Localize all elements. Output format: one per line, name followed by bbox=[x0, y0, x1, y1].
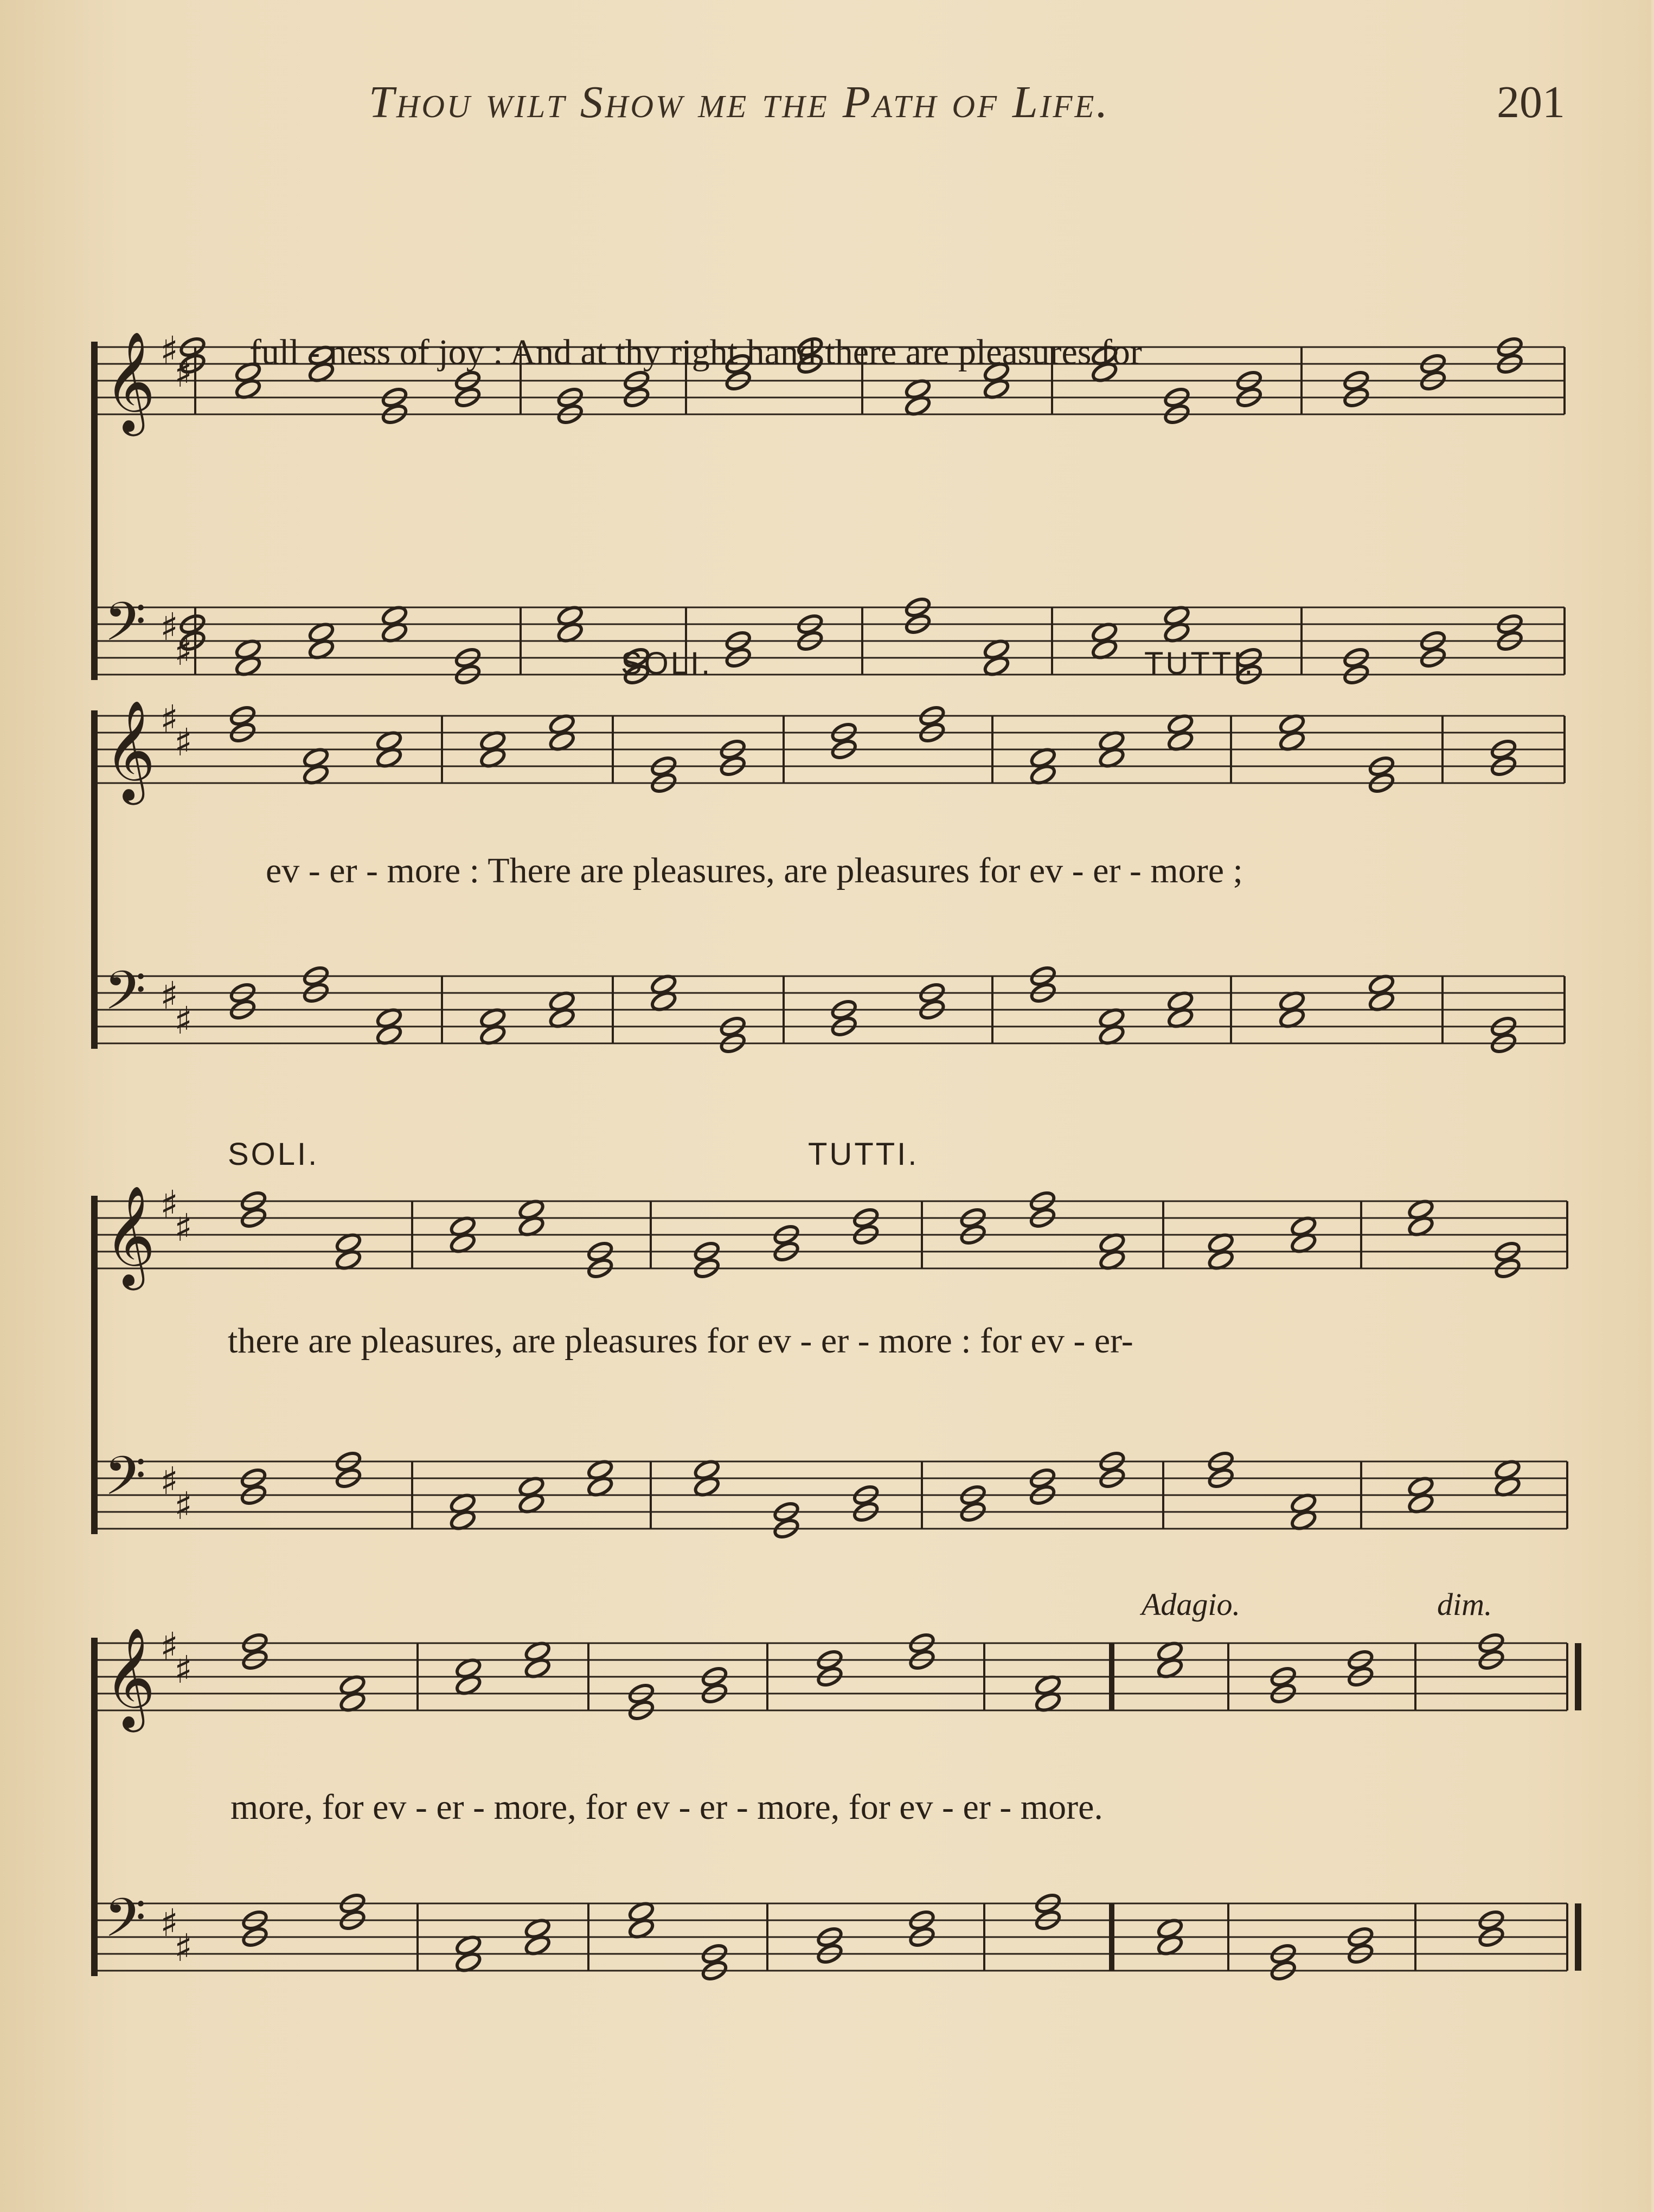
sharp-icon: ♯ bbox=[174, 720, 193, 765]
sharp-icon: ♯ bbox=[174, 1926, 193, 1970]
final-bar bbox=[1575, 1903, 1581, 1971]
tutti-mark-3: TUTTI. bbox=[808, 1137, 919, 1172]
page-number: 201 bbox=[1497, 77, 1565, 127]
system-bracket bbox=[91, 1196, 98, 1534]
tutti-mark-2: TUTTI. bbox=[1144, 646, 1255, 681]
sharp-icon: ♯ bbox=[174, 1647, 193, 1692]
sharp-icon: ♯ bbox=[160, 1901, 178, 1945]
sharp-icon: ♯ bbox=[174, 1206, 193, 1250]
sharp-icon: ♯ bbox=[160, 605, 178, 649]
treble-clef-icon: 𝄞 bbox=[104, 330, 156, 432]
sharp-icon: ♯ bbox=[160, 328, 178, 373]
treble-clef-icon: 𝄞 bbox=[104, 1184, 156, 1286]
lyric-line-4: more, for ev - er - more, for ev - er - more, for ev - er - more. bbox=[230, 1787, 1103, 1827]
music-system-3 bbox=[0, 1106, 1651, 1551]
lyric-line-2: ev - er - more : There are pleasures, are pleasures for ev - er - more ; bbox=[266, 851, 1243, 890]
lyric-line-1: full - ness of joy : And at thy right hand there are pleasures for bbox=[249, 332, 1142, 372]
soli-mark-3: SOLI. bbox=[228, 1137, 319, 1172]
bass-clef-icon: 𝄢 bbox=[104, 1887, 146, 1963]
sharp-icon: ♯ bbox=[160, 1182, 178, 1227]
final-bar bbox=[1575, 1643, 1581, 1710]
lyric-line-3: there are pleasures, are pleasures for ev - er - more : for ev - er- bbox=[228, 1321, 1133, 1361]
bass-clef-icon: 𝄢 bbox=[104, 591, 146, 666]
system-bracket bbox=[91, 1638, 98, 1976]
sharp-icon: ♯ bbox=[160, 1459, 178, 1503]
music-system-4 bbox=[0, 1573, 1651, 2034]
bass-clef-icon: 𝄢 bbox=[104, 1445, 146, 1521]
dynamic-dim: dim. bbox=[1437, 1587, 1492, 1622]
sharp-icon: ♯ bbox=[160, 973, 178, 1018]
treble-clef-icon: 𝄞 bbox=[104, 1626, 156, 1728]
sharp-icon: ♯ bbox=[174, 1484, 193, 1528]
bass-clef-icon: 𝄢 bbox=[104, 960, 146, 1035]
sharp-icon: ♯ bbox=[174, 630, 193, 674]
sharp-icon: ♯ bbox=[174, 998, 193, 1043]
sharp-icon: ♯ bbox=[160, 697, 178, 741]
system-bracket bbox=[91, 710, 98, 1049]
music-system-2 bbox=[0, 624, 1651, 1085]
soli-mark-2: SOLI. bbox=[621, 646, 713, 681]
running-head-title: Thou wilt Show me the Path of Life. bbox=[369, 77, 1110, 127]
treble-clef-icon: 𝄞 bbox=[104, 699, 156, 800]
sharp-icon: ♯ bbox=[160, 1624, 178, 1669]
tempo-adagio: Adagio. bbox=[1142, 1587, 1241, 1622]
sharp-icon: ♯ bbox=[174, 351, 193, 396]
